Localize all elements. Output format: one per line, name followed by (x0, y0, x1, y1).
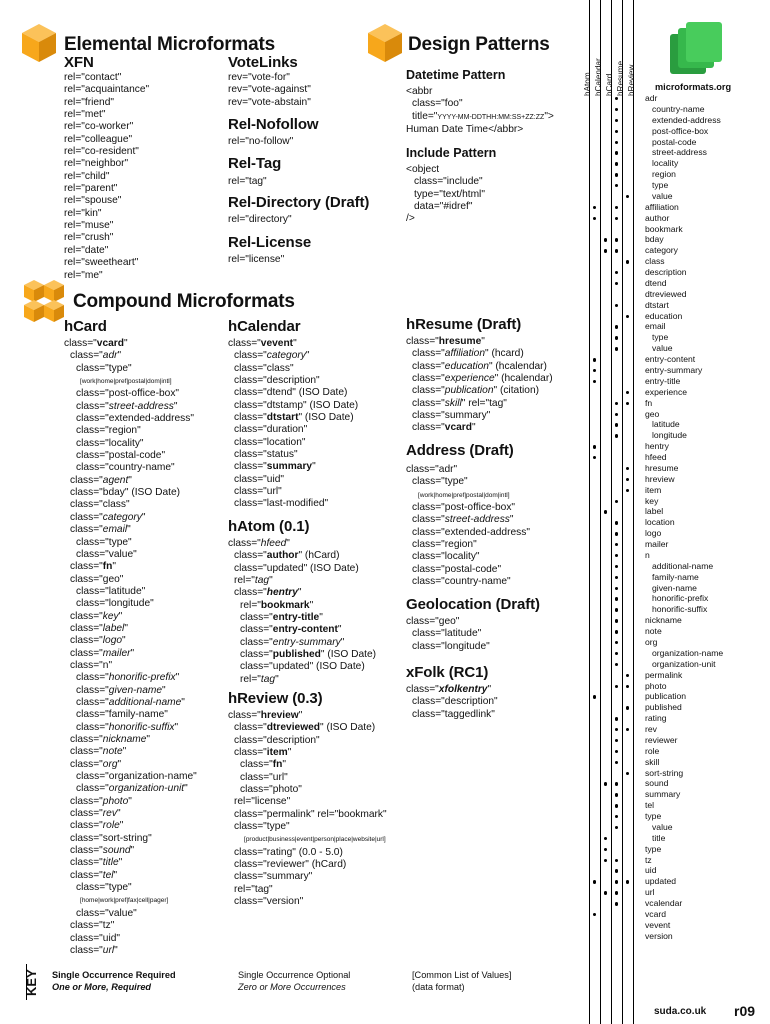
votelinks-item: rev="vote-for" (228, 72, 290, 83)
presence-dot (615, 217, 618, 220)
presence-dot (615, 108, 618, 111)
presence-dot (626, 772, 629, 775)
xfn-item: rel="parent" (64, 183, 118, 195)
property-item: dtreviewed (645, 288, 687, 299)
xfn-list (64, 72, 149, 282)
presence-dot (615, 554, 618, 557)
property-item: sort-string (645, 767, 684, 778)
presence-dot (615, 402, 618, 405)
presence-dot (593, 456, 596, 459)
property-item: honorific-prefix (652, 593, 709, 604)
hcalendar-title: hCalendar (228, 318, 301, 335)
presence-dot (615, 576, 618, 579)
elemental-cube-icon (20, 22, 58, 64)
property-item: adr (645, 93, 658, 103)
property-item: role (645, 745, 660, 756)
tel-values: home|work|pref|fax|cell|pager (81, 897, 167, 905)
property-item: vcard (645, 909, 667, 919)
presence-dot (615, 347, 618, 350)
property-item: logo (645, 528, 662, 539)
xfn-item: rel="kin" (64, 207, 102, 219)
geolocation-list: class="geo" class="latitude" class="longitude" (406, 616, 490, 652)
hatom-list: class="hfeed" class="author" (hCard) class="updated" (ISO Date) rel="tag" class="hentry" rel="bookmark" class="entry-title" class="entry-content" class="entry-summary" class="published" (ISO Date) class="updated" (ISO Date) rel="tag" (228, 538, 377, 685)
property-item: value (652, 343, 673, 354)
presence-dot (615, 532, 618, 535)
include-line: class="include" (414, 176, 483, 188)
reldirectory-title: Rel-Directory (Draft) (228, 194, 370, 211)
presence-dot (615, 891, 618, 894)
presence-dot (626, 391, 629, 394)
presence-dot (615, 761, 618, 764)
property-item: skill (645, 756, 660, 767)
adr-values: work|home|pref|postal|dom|intl (81, 378, 170, 386)
votelinks-item: rev="vote-against" (228, 84, 311, 96)
col-header-hatom: hAtom (583, 72, 592, 96)
datetime-line: Human Date Time</abbr> (406, 124, 524, 136)
presence-dot (626, 195, 629, 198)
property-item: class (645, 256, 665, 267)
property-item: type (645, 811, 662, 822)
presence-dot (593, 880, 596, 883)
datetime-title-attr: title=" (412, 110, 438, 122)
property-item: org (645, 637, 658, 647)
microformats-site-label: microformats.org (655, 82, 732, 92)
col-line-hatom (589, 0, 590, 1024)
xfn-item: rel="co-worker" (64, 121, 134, 133)
property-item: postal-code (652, 136, 697, 147)
presence-dot (615, 804, 618, 807)
presence-dot (626, 706, 629, 709)
relnofollow-item: rel="no-follow" (228, 136, 294, 147)
presence-dot (615, 413, 618, 416)
key-data-format: (data format) (412, 982, 465, 992)
presence-dot (593, 380, 596, 383)
property-item: updated (645, 876, 677, 887)
property-item: honorific-suffix (652, 604, 708, 615)
presence-dot (615, 325, 618, 328)
property-item: bookmark (645, 223, 683, 234)
presence-dot (615, 173, 618, 176)
property-item: locality (652, 158, 679, 169)
hresume-title: hResume (Draft) (406, 316, 522, 333)
compound-cubes-icon (22, 278, 68, 326)
xfn-item: rel="contact" (64, 72, 122, 83)
presence-dot (615, 750, 618, 753)
property-item: category (645, 245, 678, 256)
property-item: email (645, 321, 666, 332)
property-item: type (652, 180, 669, 191)
presence-dot (615, 619, 618, 622)
presence-dot (615, 815, 618, 818)
datetime-line: <abbr (406, 86, 433, 97)
presence-dot (615, 130, 618, 133)
property-item: note (645, 626, 662, 637)
property-item: summary (645, 789, 681, 800)
presence-dot (615, 423, 618, 426)
property-item: family-name (652, 571, 699, 582)
property-item: hentry (645, 441, 669, 452)
hresume-list: class="hresume" class="affiliation" (hcard) class="education" (hcalendar) class="experience" (hcalendar) class="publication" (citation) class="skill" rel="tag" class="summary" class="vcard" (406, 336, 553, 434)
xfn-item: rel="neighbor" (64, 158, 129, 170)
presence-dot (615, 249, 618, 252)
property-item: label (645, 506, 664, 517)
col-line-hcard (611, 0, 612, 1024)
property-item: tz (645, 854, 652, 865)
xfn-item: rel="crush" (64, 232, 114, 244)
include-line: data="#idref" (414, 201, 473, 213)
hcard-title: hCard (64, 318, 107, 335)
property-item: organization-name (652, 647, 724, 658)
design-patterns-cube-icon (366, 22, 404, 64)
col-header-hresume: hResume (616, 60, 625, 96)
presence-dot (604, 891, 607, 894)
presence-dot (615, 859, 618, 862)
xfn-item: rel="child" (64, 170, 110, 182)
presence-dot (615, 141, 618, 144)
presence-dot (615, 663, 618, 666)
presence-dot (615, 500, 618, 503)
property-item: rating (645, 713, 667, 724)
presence-dot (615, 739, 618, 742)
presence-dot (593, 913, 596, 916)
presence-dot (593, 217, 596, 220)
rellicense-title: Rel-License (228, 234, 312, 251)
presence-dot (615, 717, 618, 720)
property-item: rev (645, 724, 657, 735)
key-single-optional: Single Occurrence Optional (238, 970, 351, 980)
property-item: uid (645, 865, 657, 876)
property-item: url (645, 887, 655, 898)
hreview-list: class="hreview" class="dtreviewed" (ISO Date) class="description" class="item" class="fn" class="url" class="photo" rel="license" class="permalink" rel="bookmark" class="type" [product|business|event|person|place|website|url] class="rating" (0.0 - 5.0) class="reviewer" (hCard) class="summary" rel="tag" class="version" (228, 710, 387, 908)
presence-dot (615, 630, 618, 633)
presence-dot (615, 652, 618, 655)
rellicense-item: rel="license" (228, 254, 285, 265)
property-item: post-office-box (652, 125, 709, 136)
presence-dot (615, 587, 618, 590)
property-item: type (652, 332, 669, 343)
col-line-hcalendar (600, 0, 601, 1024)
property-item: key (645, 495, 659, 506)
property-item: sound (645, 778, 669, 789)
datetime-line: class="foo" (412, 98, 463, 110)
presence-dot (604, 510, 607, 513)
presence-dot (615, 902, 618, 905)
presence-dot (604, 837, 607, 840)
property-item: hresume (645, 462, 679, 473)
presence-dot (615, 304, 618, 307)
xfn-item: rel="met" (64, 109, 106, 121)
datetime-line (406, 111, 554, 124)
property-item: bday (645, 234, 664, 245)
property-item: latitude (652, 419, 680, 430)
presence-dot (626, 478, 629, 481)
property-item: organization-unit (652, 658, 716, 669)
elemental-title: Elemental Microformats (64, 34, 275, 55)
include-line: type="text/html" (414, 188, 485, 200)
presence-dot (615, 521, 618, 524)
presence-dot (626, 260, 629, 263)
property-item: entry-summary (645, 365, 703, 375)
presence-dot (626, 674, 629, 677)
xfn-item: rel="friend" (64, 96, 114, 108)
property-item: entry-content (645, 354, 696, 365)
property-item: value (652, 190, 673, 201)
xfn-item: rel="co-resident" (64, 146, 139, 158)
property-item: author (645, 212, 670, 223)
hcalendar-list: class="vevent" class="category" class="class" class="description" class="dtend" (ISO Date) class="dtstamp" (ISO Date) class="dtstart" (ISO Date) class="duration" class="location" class="status" class="summary" class="uid" class="url" class="last-modified" (228, 338, 359, 510)
hatom-title: hAtom (0.1) (228, 518, 310, 535)
property-item: vevent (645, 919, 671, 930)
property-item: fn (645, 397, 653, 408)
key-common-list: [Common List of Values] (412, 970, 512, 980)
property-item: longitude (652, 430, 687, 441)
xfn-item: rel="sweetheart" (64, 257, 139, 269)
presence-dot (615, 184, 618, 187)
property-item: tel (645, 800, 655, 811)
property-item: experience (645, 386, 688, 397)
include-code (406, 164, 485, 226)
presence-dot (593, 695, 596, 698)
property-item: item (645, 484, 662, 495)
presence-dot (615, 97, 618, 100)
presence-dot (626, 467, 629, 470)
datetime-title: Datetime Pattern (406, 68, 506, 82)
presence-dot (615, 597, 618, 600)
presence-dot (615, 728, 618, 731)
xfolk-list: class="xfolkentry" class="description" class="taggedlink" (406, 684, 498, 720)
presence-dot (626, 685, 629, 688)
property-item: geo (645, 408, 660, 419)
hreview-title: hReview (0.3) (228, 690, 323, 707)
presence-dot (615, 282, 618, 285)
presence-dot (615, 206, 618, 209)
property-item: published (645, 702, 682, 713)
property-item: type (645, 843, 662, 854)
presence-dot (615, 869, 618, 872)
presence-dot (615, 543, 618, 546)
presence-dot (593, 369, 596, 372)
property-item: affiliation (645, 201, 679, 212)
presence-dot (615, 119, 618, 122)
key-label: KEY (24, 969, 39, 996)
presence-dot (615, 434, 618, 437)
property-item: dtend (645, 277, 667, 288)
presence-dot (604, 249, 607, 252)
xfolk-title: xFolk (RC1) (406, 664, 489, 681)
presence-dot (615, 565, 618, 568)
datetime-close: "> (544, 110, 554, 122)
col-line-hresume (622, 0, 623, 1024)
xfn-item: rel="date" (64, 244, 109, 256)
reldirectory-item: rel="directory" (228, 214, 292, 225)
presence-dot (615, 826, 618, 829)
include-title: Include Pattern (406, 146, 497, 160)
property-item: version (645, 930, 673, 941)
presence-dot (626, 880, 629, 883)
presence-dot (615, 162, 618, 165)
property-item: extended-address (652, 114, 721, 125)
xfn-item: rel="me" (64, 269, 103, 281)
design-patterns-title: Design Patterns (408, 34, 550, 55)
geolocation-title: Geolocation (Draft) (406, 596, 540, 613)
footer-version: r09 (734, 1003, 756, 1019)
presence-dot (604, 859, 607, 862)
type-values: product|business|event|person|place|website|url (245, 836, 384, 844)
votelinks-item: rev="vote-abstain" (228, 96, 311, 108)
presence-dot (626, 315, 629, 318)
xfn-item: rel="muse" (64, 220, 114, 232)
property-item: education (645, 310, 683, 321)
property-item: photo (645, 680, 667, 691)
property-item: hfeed (645, 452, 667, 463)
compound-title: Compound Microformats (73, 291, 295, 312)
address-title: Address (Draft) (406, 442, 514, 459)
property-item: reviewer (645, 734, 678, 745)
reltag-item: rel="tag" (228, 176, 267, 187)
presence-dot (593, 206, 596, 209)
presence-dot (615, 782, 618, 785)
xfn-title: XFN (64, 54, 94, 71)
hcard-list: class="vcard" class="adr" class="type" [work|home|pref|postal|dom|intl] class="post-office-box" class="street-address" class="extended-address" class="region" class="locality" class="postal-code" class="country-name" class="agent" class="bday" (ISO Date) class="class" class="category" class="email" class="type" class="value" class="fn" class="geo" class="latitude" class="longitude" class="key" class="label" class="logo" class="mailer" class="n" class="honorific-prefix" class="given-name" class="additional-name" class="family-name" class="honorific-suffix" class="nickname" class="note" class="org" class="organization-name" class="organization-unit" class="photo" class="rev" class="role" class="sort-string" class="sound" class="title" class="tel" class="type" [home|work|pref|fax|cell|pager] class="value" class="tz" class="uid" class="url" (64, 338, 197, 956)
key-single-required: Single Occurrence Required (52, 970, 176, 980)
include-line: /> (406, 213, 415, 225)
col-header-hcard: hCard (605, 73, 614, 96)
datetime-code (406, 86, 554, 136)
presence-dot (604, 238, 607, 241)
property-item: publication (645, 691, 687, 702)
property-item: description (645, 267, 687, 278)
property-item: entry-title (645, 375, 681, 386)
presence-dot (593, 445, 596, 448)
property-item: street-address (652, 147, 707, 158)
property-item: country-name (652, 103, 705, 114)
col-header-hcalendar: hCalendar (594, 58, 603, 96)
presence-dot (615, 880, 618, 883)
property-item: title (652, 832, 666, 843)
footer-site: suda.co.uk (654, 1006, 707, 1017)
adr-values-2: work|home|pref|postal|dom|intl (419, 491, 508, 499)
presence-dot (615, 793, 618, 796)
presence-dot (615, 238, 618, 241)
property-item: mailer (645, 539, 669, 550)
microformats-logo-icon (668, 20, 726, 78)
property-item: nickname (645, 615, 682, 626)
presence-dot (593, 358, 596, 361)
votelinks-list (228, 72, 311, 109)
votelinks-title: VoteLinks (228, 54, 298, 71)
presence-dot (615, 685, 618, 688)
property-item: value (652, 821, 673, 832)
datetime-format: YYYY-MM-DDTHH:MM:SS+ZZ:ZZ (437, 113, 545, 121)
relnofollow-title: Rel-Nofollow (228, 116, 319, 133)
property-item: given-name (652, 582, 697, 593)
presence-dot (604, 848, 607, 851)
presence-dot (615, 151, 618, 154)
reltag-title: Rel-Tag (228, 155, 282, 172)
presence-dot (615, 336, 618, 339)
presence-dot (626, 728, 629, 731)
presence-dot (615, 271, 618, 274)
property-item: location (645, 517, 675, 528)
xfn-item: rel="colleague" (64, 133, 133, 145)
presence-dot (626, 489, 629, 492)
property-item: region (652, 169, 676, 180)
include-line: <object (406, 164, 440, 175)
property-item: permalink (645, 669, 683, 680)
property-item: n (645, 549, 650, 560)
presence-dot (615, 641, 618, 644)
xfn-item: rel="spouse" (64, 195, 122, 207)
xfn-item: rel="acquaintance" (64, 84, 150, 96)
property-item: hreview (645, 473, 675, 484)
presence-dot (626, 402, 629, 405)
key-zero-or-more: Zero or More Occurrences (238, 982, 346, 992)
col-header-hreview: hReview (627, 64, 636, 96)
property-item: vcalendar (645, 898, 683, 909)
address-list: class="adr" class="type" [work|home|pref|postal|dom|intl] class="post-office-box" class="street-address" class="extended-address" class="region" class="locality" class="postal-code" class="country-name" (406, 464, 530, 588)
col-line-hreview (633, 0, 634, 1024)
presence-dot (615, 608, 618, 611)
property-item: additional-name (652, 560, 714, 571)
key-one-or-more-required: One or More, Required (52, 982, 152, 992)
presence-dot (604, 782, 607, 785)
property-item: dtstart (645, 299, 669, 310)
